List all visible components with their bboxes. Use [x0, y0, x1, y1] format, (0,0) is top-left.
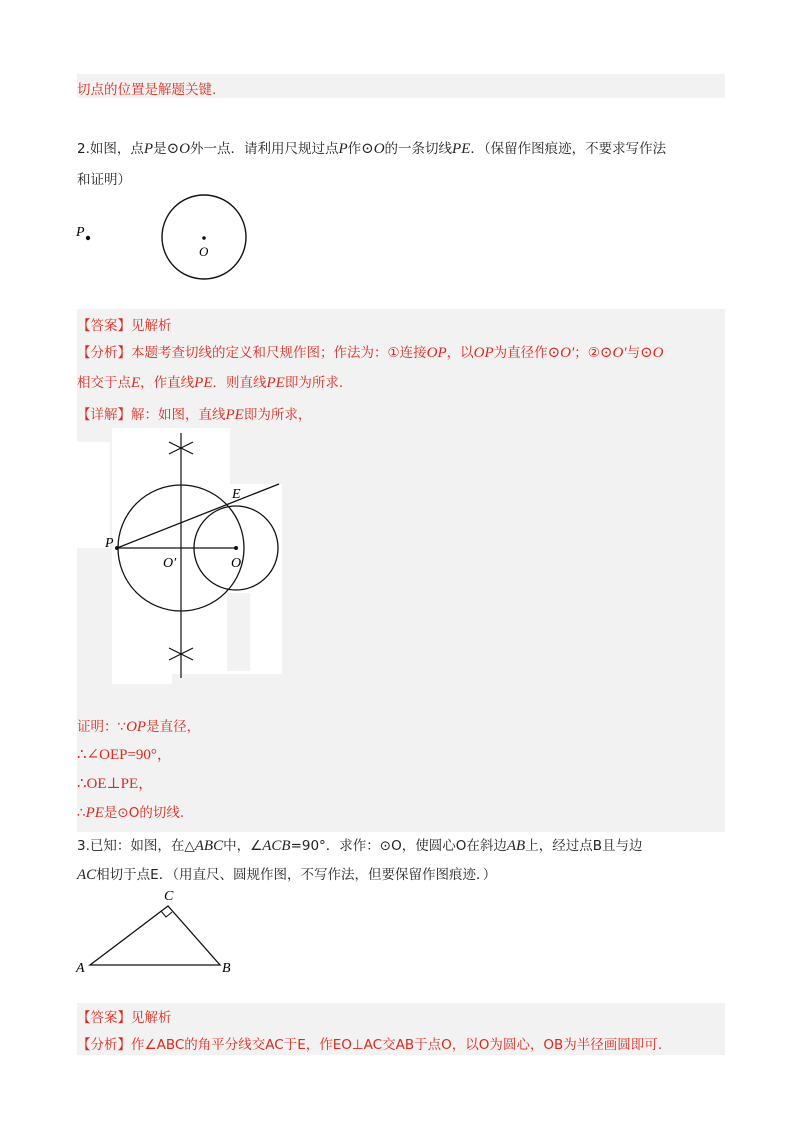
top-note: [77, 78, 216, 98]
answer-text: 见解析: [131, 1010, 172, 1026]
answer-tag: 【答案】: [77, 1010, 131, 1026]
q2-text: 和证明）: [77, 172, 131, 188]
q2-line-pe: PE: [452, 141, 471, 157]
right-angle-mark: [161, 911, 172, 917]
label-e: E: [232, 487, 241, 502]
label-p: P: [105, 536, 114, 551]
ans2-answer: [77, 314, 172, 334]
analysis-tag: 【分析】: [77, 1037, 131, 1053]
analysis-text: 即为所求.: [284, 375, 344, 391]
q3-text: 3.已知：如图，在△: [77, 838, 195, 854]
segment-op: OP: [473, 345, 494, 361]
q3-text: =90°．求作：⊙O，使圆心: [290, 838, 456, 854]
detail-tag: 【详解】: [77, 407, 131, 423]
ans2-analysis-1: [77, 341, 664, 362]
figure-white-patch: [77, 442, 110, 548]
q3-segment-ac: AC: [77, 867, 97, 883]
q3-point-e: E: [150, 867, 159, 883]
circle-o1: ⊙O′: [547, 345, 575, 361]
analysis-text: ，以: [446, 345, 474, 361]
q2-line1: [77, 137, 666, 158]
label-c: C: [164, 889, 174, 904]
point-o: [234, 546, 238, 550]
point-e: E: [131, 375, 141, 391]
line-pe: PE: [85, 805, 104, 821]
analysis-text: 相交于点: [77, 375, 131, 391]
segment-op: OP: [126, 719, 147, 735]
line-pe: PE: [194, 375, 213, 391]
q3-line1: [77, 834, 642, 855]
q2-point-p: P: [143, 141, 154, 157]
q2-figure: [70, 190, 270, 290]
label-b: B: [222, 961, 231, 976]
q3-text: 在斜边: [466, 838, 507, 854]
analysis-text: ．则直线: [212, 375, 267, 391]
q3-point-o: O: [455, 838, 467, 854]
analysis-text: 与: [626, 345, 641, 361]
figure-white-patch: [112, 514, 172, 684]
proof-text: 证明：∵: [77, 719, 127, 735]
q3-angle: ACB: [262, 838, 291, 854]
analysis-tag: 【分析】: [77, 345, 131, 361]
analysis-text: ；②: [574, 345, 600, 361]
q2-fig-center: [202, 236, 206, 240]
answer-tag: 【答案】: [77, 318, 131, 334]
q2-text: 2.如图，点: [77, 141, 144, 157]
q2-text: 的一条切线: [384, 141, 453, 157]
q2-text: 外一点．请利用尺规过点: [189, 141, 339, 157]
circle-o1: ⊙O′: [599, 345, 627, 361]
proof-text: 是⊙O的切线.: [103, 805, 185, 821]
q2-text: 是: [153, 141, 167, 157]
q2-fig-label-p: P: [76, 225, 85, 240]
triangle-abc: [90, 906, 220, 965]
q3-triangle-figure: [72, 880, 252, 980]
detail-text: 即为所求，: [243, 407, 312, 423]
q3-text: 中，∠: [223, 838, 263, 854]
q2-fig-label-o: O: [199, 244, 209, 259]
line-pe: PE: [225, 407, 244, 423]
analysis-text: 作∠ABC的角平分线交AC于E，作EO⊥AC交AB于点O，以O为圆心，OB为半径画圆即可.: [131, 1037, 663, 1053]
ans2-construction-figure: [77, 428, 297, 684]
point-p: [115, 546, 119, 550]
line-pe: PE: [266, 375, 285, 391]
figure-white-patch: [112, 428, 172, 514]
q2-circle-o: ⊙O: [166, 141, 190, 157]
q3-text: ．（用直尺、圆规作图，不写作法，但要保留作图痕迹．）: [158, 867, 497, 883]
proof-text: ∴∠OEP=90°，: [77, 747, 172, 763]
ans2-analysis-2: [77, 371, 343, 392]
detail-text: 解：如图，直线: [131, 407, 226, 423]
q2-circle-o: ⊙O: [361, 141, 385, 157]
ans2-proof-2: [77, 743, 172, 764]
ans2-proof-1: [77, 715, 200, 736]
analysis-text: 本题考查切线的定义和尺规作图；作法为：①连接: [131, 345, 427, 361]
q3-point-b: B: [592, 838, 602, 854]
circle-o: ⊙O: [640, 345, 664, 361]
q3-triangle: ABC: [194, 838, 224, 854]
q3-segment-ab: AB: [506, 838, 526, 854]
top-note-text: 切点的位置是解题关键.: [77, 82, 217, 98]
q3-text: 上，经过点: [525, 838, 593, 854]
label-o: O: [231, 556, 242, 571]
q2-line2: [77, 168, 131, 188]
analysis-text: ，作直线: [140, 375, 195, 391]
segment-op: OP: [426, 345, 447, 361]
proof-text: ∴OE⊥PE，: [77, 776, 154, 792]
q3-text: 相切于点: [96, 867, 151, 883]
q2-point-p: P: [338, 141, 348, 157]
analysis-text: 为直径作: [493, 345, 548, 361]
label-o1: O′: [163, 556, 177, 571]
q2-text: 作: [347, 141, 362, 157]
proof-text: ∴: [77, 805, 86, 821]
ans2-proof-4: [77, 801, 184, 822]
proof-text: 是直径，: [146, 719, 201, 735]
ans3-analysis: [77, 1033, 662, 1053]
q2-fig-point-p: [86, 236, 90, 240]
answer-text: 见解析: [131, 318, 172, 334]
ans2-detail: [77, 403, 311, 424]
label-a: A: [76, 961, 85, 976]
q2-text: ．（保留作图痕迹，不要求写作法: [470, 141, 667, 157]
figure-gray-patch: [227, 593, 250, 671]
ans3-answer: [77, 1006, 172, 1026]
q3-text: 且与边: [601, 838, 643, 854]
ans2-proof-3: [77, 772, 153, 793]
